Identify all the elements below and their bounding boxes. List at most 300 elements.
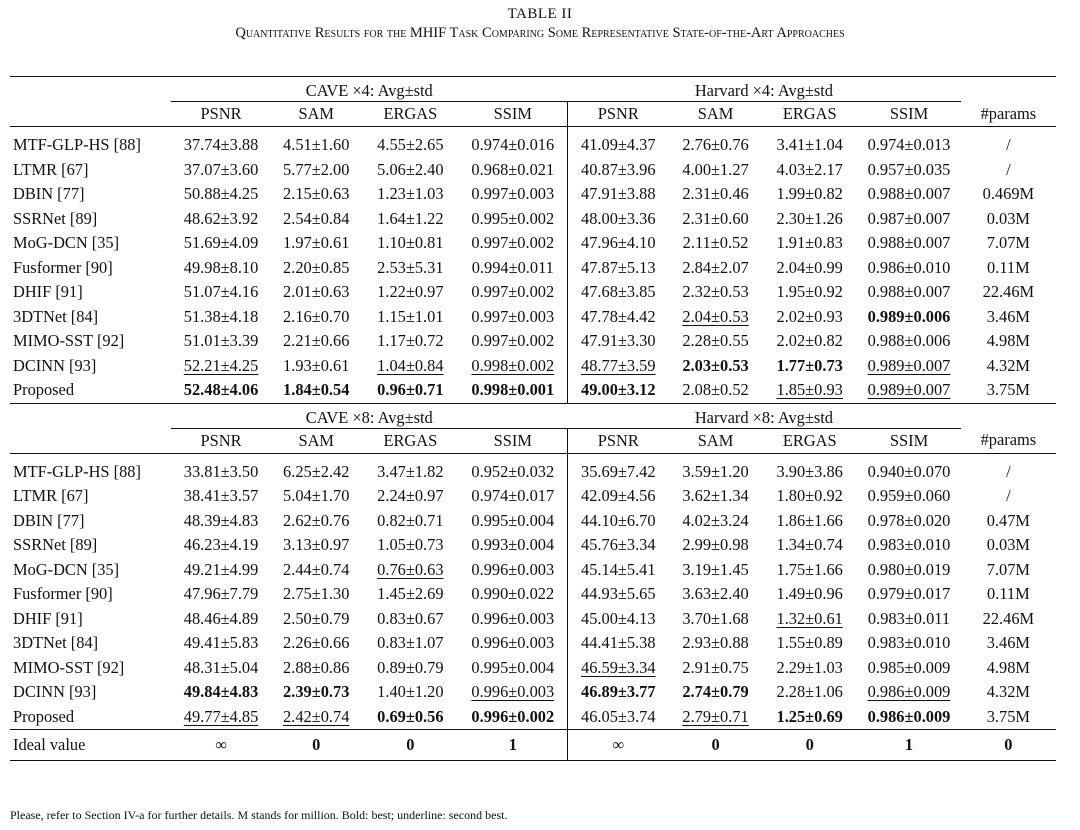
group-header-blank	[961, 77, 1056, 102]
metric-cell	[459, 582, 567, 607]
metric-cell	[459, 182, 567, 207]
table-row	[10, 680, 1056, 705]
metric-cell	[171, 158, 270, 183]
metric-cell	[567, 558, 669, 583]
metric-cell	[271, 656, 362, 681]
column-header: ERGAS	[383, 104, 438, 123]
metric-value: 2.76±0.76	[682, 135, 749, 155]
metric-value: 49.84±4.83	[183, 682, 259, 702]
metric-value: 0.11M	[987, 257, 1030, 277]
metric-cell	[669, 582, 762, 607]
metric-cell	[271, 280, 362, 305]
metric-value: 0.83±1.07	[377, 633, 444, 653]
metric-value: 2.32±0.53	[682, 282, 749, 302]
metric-cell	[567, 280, 669, 305]
metric-value: 2.30±1.26	[776, 208, 843, 228]
metric-cell	[961, 656, 1056, 681]
table-footnote: Please, refer to Section IV-a for further details. M stands for million. Bold: best; underline: second best.	[10, 808, 508, 822]
metric-value: 6.25±2.42	[283, 461, 350, 481]
metric-value: 1.15±1.01	[377, 306, 444, 326]
method-name: MIMO-SST [92]	[13, 657, 125, 677]
metric-value: 3.90±3.86	[776, 461, 843, 481]
method-name: DHIF [91]	[13, 282, 83, 302]
metric-value: 1.40±1.20	[377, 682, 444, 702]
metric-cell	[171, 280, 270, 305]
metric-cell	[762, 158, 857, 183]
metric-value: 52.48±4.06	[183, 380, 259, 400]
metric-value: 1.34±0.74	[776, 535, 843, 555]
metric-cell	[459, 329, 567, 354]
ideal-cell	[362, 730, 459, 761]
method-name: 3DTNet [84]	[13, 306, 99, 326]
metric-cell	[669, 305, 762, 330]
metric-cell	[669, 182, 762, 207]
metric-value: 48.46±4.89	[183, 608, 259, 628]
metric-value: /	[1006, 461, 1011, 481]
metric-cell	[961, 207, 1056, 232]
group-header-blank	[10, 403, 171, 428]
metric-cell	[762, 460, 857, 485]
metric-cell	[271, 305, 362, 330]
metric-value: 0.983±0.010	[867, 633, 951, 653]
metric-cell	[271, 182, 362, 207]
ideal-cell	[459, 730, 567, 761]
metric-value: 1.04±0.84	[377, 355, 444, 375]
metric-cell	[459, 207, 567, 232]
metric-value: 46.59±3.34	[581, 657, 656, 677]
ideal-cell	[762, 730, 857, 761]
column-header-row	[10, 102, 1056, 127]
column-header: ERGAS	[383, 430, 438, 450]
metric-value: 49.21±4.99	[183, 559, 259, 579]
metric-value: 0.990±0.022	[471, 584, 555, 604]
metric-value: 0.469M	[982, 184, 1035, 204]
table-row	[10, 460, 1056, 485]
ideal-value: 0	[1004, 735, 1013, 754]
metric-value: 4.32M	[986, 682, 1030, 702]
metric-cell	[762, 207, 857, 232]
metric-cell	[459, 378, 567, 403]
metric-value: 38.41±3.57	[183, 486, 259, 506]
metric-value: 0.993±0.004	[471, 535, 555, 555]
table-row	[10, 558, 1056, 583]
metric-value: 51.07±4.16	[183, 282, 259, 302]
metric-cell	[171, 305, 270, 330]
metric-value: 2.11±0.52	[682, 233, 749, 253]
metric-value: 41.09±4.37	[581, 135, 656, 155]
metric-cell	[271, 231, 362, 256]
metric-value: 46.05±3.74	[581, 706, 656, 726]
metric-value: 1.93±0.61	[283, 355, 350, 375]
metric-value: 0.11M	[987, 584, 1030, 604]
table-row	[10, 207, 1056, 232]
metric-cell	[271, 509, 362, 534]
metric-value: 0.994±0.011	[471, 257, 554, 277]
metric-cell	[459, 256, 567, 281]
metric-cell	[857, 607, 960, 632]
ideal-value: 0	[711, 735, 720, 754]
metric-value: 2.01±0.63	[283, 282, 350, 302]
metric-value: 0.987±0.007	[867, 208, 951, 228]
metric-value: 49.00±3.12	[581, 380, 656, 400]
metric-value: 3.63±2.40	[682, 584, 749, 604]
metric-value: 2.91±0.75	[682, 657, 749, 677]
metric-value: 47.91±3.30	[581, 331, 656, 351]
metric-value: 2.31±0.60	[682, 208, 749, 228]
metric-cell	[271, 533, 362, 558]
metric-value: 0.959±0.060	[867, 486, 951, 506]
metric-value: 2.93±0.88	[682, 633, 749, 653]
metric-cell	[362, 656, 459, 681]
metric-cell	[567, 705, 669, 730]
metric-value: 47.68±3.85	[581, 282, 656, 302]
column-header: SAM	[697, 430, 734, 450]
column-header: ERGAS	[782, 430, 837, 450]
ideal-cell	[271, 730, 362, 761]
metric-cell	[669, 558, 762, 583]
metric-value: 44.93±5.65	[581, 584, 656, 604]
metric-cell	[362, 680, 459, 705]
metric-value: 7.07M	[986, 559, 1030, 579]
metric-value: 3.75M	[986, 380, 1030, 400]
metric-cell	[362, 484, 459, 509]
metric-cell	[669, 207, 762, 232]
metric-value: 3.46M	[986, 306, 1030, 326]
metric-cell	[567, 182, 669, 207]
metric-cell	[669, 484, 762, 509]
metric-value: 2.74±0.79	[682, 682, 749, 702]
ideal-cell	[961, 730, 1056, 761]
table-row	[10, 305, 1056, 330]
metric-value: 1.49±0.96	[776, 584, 843, 604]
column-header: PSNR	[567, 428, 669, 453]
metric-cell	[271, 329, 362, 354]
metric-cell	[762, 484, 857, 509]
metric-value: 2.21±0.66	[283, 331, 350, 351]
metric-cell	[961, 484, 1056, 509]
metric-cell	[961, 378, 1056, 403]
metric-value: 48.39±4.83	[183, 510, 259, 530]
metric-value: 1.80±0.92	[776, 486, 843, 506]
metric-value: 35.69±7.42	[581, 461, 656, 481]
metric-value: 0.82±0.71	[377, 510, 444, 530]
metric-value: 2.28±1.06	[776, 682, 843, 702]
group-header-blank	[961, 403, 1056, 428]
table-row	[10, 582, 1056, 607]
ideal-value: 1	[508, 735, 517, 754]
metric-cell	[762, 133, 857, 158]
method-name: DHIF [91]	[13, 608, 83, 628]
metric-cell	[961, 231, 1056, 256]
metric-value: 1.05±0.73	[377, 535, 444, 555]
metric-value: 5.77±2.00	[283, 159, 350, 179]
metric-value: 45.00±4.13	[581, 608, 656, 628]
metric-cell	[362, 182, 459, 207]
metric-value: 2.02±0.82	[776, 331, 843, 351]
metric-cell	[567, 460, 669, 485]
harvard-group-label: Harvard ×4: Avg±std	[694, 81, 833, 100]
metric-cell	[362, 705, 459, 730]
metric-cell	[171, 378, 270, 403]
metric-cell	[171, 680, 270, 705]
metric-value: 2.84±2.07	[682, 257, 749, 277]
metric-cell	[271, 631, 362, 656]
metric-cell	[961, 460, 1056, 485]
metric-cell	[669, 354, 762, 379]
metric-value: 2.15±0.63	[283, 184, 350, 204]
metric-cell	[961, 329, 1056, 354]
metric-value: 4.02±3.24	[682, 510, 749, 530]
metric-value: 0.988±0.007	[867, 233, 951, 253]
metric-value: 1.95±0.92	[776, 282, 843, 302]
metric-cell	[171, 460, 270, 485]
metric-cell	[857, 133, 960, 158]
metric-cell	[762, 256, 857, 281]
metric-cell	[669, 280, 762, 305]
method-name: LTMR [67]	[13, 486, 89, 506]
metric-value: 0.47M	[986, 510, 1030, 530]
metric-value: 4.98M	[986, 657, 1030, 677]
metric-value: 0.995±0.004	[471, 510, 555, 530]
metric-value: 1.75±1.66	[776, 559, 843, 579]
metric-value: 2.50±0.79	[283, 608, 350, 628]
metric-cell	[857, 182, 960, 207]
metric-value: 1.85±0.93	[776, 380, 843, 400]
metric-cell	[857, 329, 960, 354]
metric-cell	[857, 460, 960, 485]
metric-value: 2.79±0.71	[682, 706, 749, 726]
metric-cell	[459, 631, 567, 656]
metric-value: 2.42±0.74	[283, 706, 350, 726]
metric-value: 51.38±4.18	[183, 306, 259, 326]
metric-cell	[271, 460, 362, 485]
metric-cell	[459, 680, 567, 705]
metric-cell	[567, 582, 669, 607]
metric-cell	[459, 607, 567, 632]
metric-value: 4.55±2.65	[377, 135, 444, 155]
metric-cell	[669, 705, 762, 730]
metric-cell	[171, 329, 270, 354]
metric-cell	[669, 533, 762, 558]
group-header-blank	[10, 77, 171, 102]
metric-value: 40.87±3.96	[581, 159, 656, 179]
metric-value: 1.97±0.61	[283, 233, 350, 253]
metric-cell	[669, 256, 762, 281]
metric-cell	[669, 158, 762, 183]
metric-cell	[362, 631, 459, 656]
metric-cell	[762, 705, 857, 730]
metric-cell	[459, 705, 567, 730]
metric-value: 0.83±0.67	[377, 608, 444, 628]
column-header: SAM	[298, 430, 334, 450]
metric-value: 2.62±0.76	[283, 510, 350, 530]
metric-cell	[171, 509, 270, 534]
column-header: ERGAS	[782, 104, 837, 123]
metric-value: 1.45±2.69	[377, 584, 444, 604]
metric-cell	[459, 656, 567, 681]
metric-value: 2.24±0.97	[377, 486, 444, 506]
metric-cell	[567, 231, 669, 256]
metric-value: 0.998±0.001	[471, 380, 555, 400]
metric-value: 1.91±0.83	[776, 233, 843, 253]
metric-cell	[271, 158, 362, 183]
metric-value: 1.22±0.97	[377, 282, 444, 302]
metric-value: 1.32±0.61	[776, 608, 843, 628]
metric-value: 0.996±0.003	[471, 633, 555, 653]
metric-value: 2.28±0.55	[682, 331, 749, 351]
metric-value: 0.995±0.004	[471, 657, 555, 677]
method-name: DCINN [93]	[13, 682, 97, 702]
metric-cell	[669, 378, 762, 403]
metric-value: 0.996±0.003	[471, 682, 555, 702]
metric-value: 0.03M	[986, 208, 1030, 228]
metric-cell	[171, 582, 270, 607]
metric-cell	[362, 378, 459, 403]
metric-value: 2.26±0.66	[283, 633, 350, 653]
metric-value: 2.03±0.53	[682, 355, 749, 375]
metric-value: 44.41±5.38	[581, 633, 656, 653]
ideal-value: 0	[406, 735, 415, 754]
metric-value: 33.81±3.50	[183, 461, 259, 481]
metric-cell	[459, 354, 567, 379]
metric-cell	[961, 680, 1056, 705]
metric-value: 0.968±0.021	[471, 159, 555, 179]
harvard-group-label: Harvard ×8: Avg±std	[694, 407, 833, 427]
metric-cell	[762, 582, 857, 607]
metric-cell	[362, 460, 459, 485]
metric-cell	[567, 256, 669, 281]
metric-cell	[459, 158, 567, 183]
ideal-label: Ideal value	[10, 730, 171, 761]
metric-cell	[857, 582, 960, 607]
method-name: DCINN [93]	[13, 355, 97, 375]
metric-cell	[961, 280, 1056, 305]
metric-value: 3.46M	[986, 633, 1030, 653]
column-header-row	[10, 428, 1056, 453]
metric-value: 0.989±0.006	[867, 306, 951, 326]
metric-value: 0.986±0.009	[867, 682, 951, 702]
metric-value: 0.983±0.010	[867, 535, 951, 555]
metric-cell	[762, 305, 857, 330]
column-header: SSIM	[493, 104, 532, 123]
metric-value: 49.41±5.83	[183, 633, 259, 653]
method-name: Proposed	[13, 380, 75, 400]
table-row	[10, 354, 1056, 379]
column-header: SSIM	[889, 104, 929, 123]
table-row	[10, 329, 1056, 354]
metric-value: 1.23±1.03	[377, 184, 444, 204]
metric-cell	[961, 305, 1056, 330]
metric-value: 3.70±1.68	[682, 608, 749, 628]
ideal-value: ∞	[612, 735, 625, 754]
metric-value: 0.997±0.002	[471, 331, 555, 351]
table-row	[10, 133, 1056, 158]
table-row	[10, 484, 1056, 509]
metric-value: 52.21±4.25	[183, 355, 259, 375]
metric-cell	[567, 305, 669, 330]
metric-value: 0.997±0.002	[471, 282, 555, 302]
metric-cell	[961, 133, 1056, 158]
metric-cell	[857, 558, 960, 583]
metric-cell	[362, 582, 459, 607]
metric-value: 1.55±0.89	[776, 633, 843, 653]
metric-value: 2.20±0.85	[283, 257, 350, 277]
method-column-header	[10, 428, 171, 453]
metric-cell	[669, 231, 762, 256]
metric-cell	[669, 631, 762, 656]
metric-cell	[857, 705, 960, 730]
metric-cell	[857, 656, 960, 681]
metric-cell	[961, 558, 1056, 583]
metric-value: 0.996±0.003	[471, 559, 555, 579]
metric-cell	[271, 558, 362, 583]
metric-cell	[362, 256, 459, 281]
metric-cell	[567, 158, 669, 183]
metric-value: 2.08±0.52	[682, 380, 749, 400]
method-name: MIMO-SST [92]	[13, 331, 125, 351]
metric-cell	[459, 133, 567, 158]
table-label: TABLE II	[507, 6, 573, 22]
metric-cell	[669, 460, 762, 485]
metric-value: 0.978±0.020	[867, 510, 951, 530]
metric-value: 0.995±0.002	[471, 208, 555, 228]
metric-value: 0.989±0.007	[867, 355, 951, 375]
metric-value: 0.988±0.007	[867, 184, 951, 204]
metric-value: 1.25±0.69	[776, 706, 843, 726]
metric-value: 48.77±3.59	[581, 355, 656, 375]
metric-cell	[857, 484, 960, 509]
metric-cell	[271, 354, 362, 379]
metric-value: 2.04±0.99	[776, 257, 843, 277]
metric-cell	[459, 305, 567, 330]
column-header: #params	[980, 430, 1037, 450]
metric-value: 2.31±0.46	[682, 184, 749, 204]
metric-cell	[857, 280, 960, 305]
metric-value: 37.74±3.88	[183, 135, 259, 155]
metric-cell	[567, 607, 669, 632]
method-name: DBIN [77]	[13, 510, 85, 530]
metric-cell	[762, 280, 857, 305]
metric-value: 0.996±0.003	[471, 608, 555, 628]
metric-value: 3.62±1.34	[682, 486, 749, 506]
metric-value: 47.87±5.13	[581, 257, 656, 277]
metric-cell	[171, 705, 270, 730]
metric-value: 2.39±0.73	[283, 682, 350, 702]
metric-cell	[567, 133, 669, 158]
metric-value: 47.91±3.88	[581, 184, 656, 204]
column-header: PSNR	[200, 104, 242, 123]
metric-value: 3.41±1.04	[776, 135, 843, 155]
metric-cell	[762, 558, 857, 583]
table-row	[10, 705, 1056, 730]
ideal-value: 0	[805, 735, 814, 754]
group-header-row	[10, 403, 1056, 428]
metric-cell	[567, 378, 669, 403]
metric-cell	[459, 533, 567, 558]
metric-value: 0.952±0.032	[471, 461, 555, 481]
metric-cell	[857, 354, 960, 379]
metric-value: 22.46M	[982, 282, 1035, 302]
metric-cell	[669, 133, 762, 158]
column-header: PSNR	[200, 430, 242, 450]
metric-cell	[669, 329, 762, 354]
metric-value: 0.76±0.63	[377, 559, 444, 579]
metric-value: 0.997±0.003	[471, 306, 555, 326]
metric-cell	[762, 680, 857, 705]
metric-value: 0.974±0.013	[867, 135, 951, 155]
metric-cell	[961, 607, 1056, 632]
metric-value: 0.988±0.007	[867, 282, 951, 302]
